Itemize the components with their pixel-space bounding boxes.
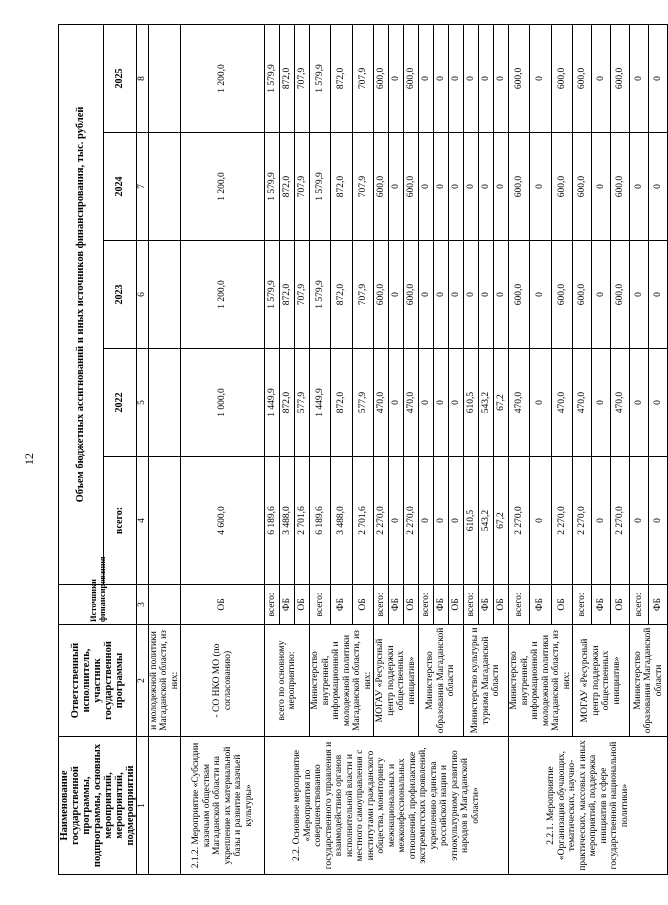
row-value: 470,0 [509, 349, 530, 457]
row-value: 0 [530, 241, 551, 349]
row-value: 600,0 [374, 133, 389, 241]
row-value: 6 189,6 [310, 457, 331, 585]
row-value: 0 [479, 24, 494, 132]
row-value: 2 270,0 [509, 457, 530, 585]
row-value: 0 [479, 241, 494, 349]
row-source: ФБ [530, 585, 551, 625]
row-value: 0 [649, 457, 668, 585]
row-value: 0 [530, 24, 551, 132]
row-value: 1 200,0 [181, 241, 265, 349]
row-value: 1 579,9 [265, 24, 280, 132]
row-value: 470,0 [374, 349, 389, 457]
row-value: 872,0 [331, 24, 352, 132]
row-value: 600,0 [374, 24, 389, 132]
row-value: 872,0 [280, 133, 295, 241]
row-value: 0 [649, 349, 668, 457]
row-value: 1 579,9 [310, 241, 331, 349]
row-value: 4 600,0 [181, 457, 265, 585]
row-value: 0 [649, 24, 668, 132]
row-value: 0 [389, 349, 404, 457]
row-value: 707,9 [352, 133, 373, 241]
row-value: 0 [630, 133, 649, 241]
row-value: 0 [449, 133, 464, 241]
row-executor: Министерство образования Магаданской области [630, 625, 668, 737]
header-year-2023: 2023 [103, 241, 136, 349]
row-source: всего: [419, 585, 434, 625]
row-value: 2 701,6 [295, 457, 310, 585]
row-value: 600,0 [611, 133, 630, 241]
row-value: 2 701,6 [352, 457, 373, 585]
table-row [148, 24, 181, 874]
row-value: 0 [419, 133, 434, 241]
header-executor: Ответственный исполнитель, участник государственной программы [59, 625, 137, 737]
row-value: 872,0 [280, 349, 295, 457]
row-source: ФБ [389, 585, 404, 625]
row-source: ОБ [352, 585, 373, 625]
row-value: 0 [649, 133, 668, 241]
row-source: ОБ [449, 585, 464, 625]
row-executor: - СО НКО МО (по согласованию) [181, 625, 265, 737]
row-value: 872,0 [280, 24, 295, 132]
row-value: 0 [630, 241, 649, 349]
row-value: 600,0 [573, 133, 592, 241]
row-value: 0 [419, 457, 434, 585]
row-value: 0 [479, 133, 494, 241]
row-source: всего: [509, 585, 530, 625]
row-value: 0 [449, 24, 464, 132]
table-row [265, 24, 280, 874]
row-value: 1 200,0 [181, 133, 265, 241]
row-value: 0 [464, 133, 479, 241]
row-value: 0 [389, 24, 404, 132]
row-value: 0 [592, 133, 611, 241]
row-value: 0 [434, 349, 449, 457]
row-value: 67,2 [494, 457, 509, 585]
col-number: 3 [137, 585, 149, 625]
row-value: 0 [449, 241, 464, 349]
row-source: ФБ [649, 585, 668, 625]
row-source: ОБ [494, 585, 509, 625]
row-value: 577,9 [352, 349, 373, 457]
row-value: 872,0 [331, 349, 352, 457]
row-executor: Министерство культуры и туризма Магаданской области [464, 625, 509, 737]
row-source: всего: [630, 585, 649, 625]
row-value: 0 [434, 24, 449, 132]
row-value: 0 [530, 133, 551, 241]
row-value: 0 [592, 349, 611, 457]
row-source: ФБ [331, 585, 352, 625]
row-name [148, 737, 181, 875]
col-number: 2 [137, 625, 149, 737]
row-value: 2 270,0 [404, 457, 419, 585]
row-value: 600,0 [551, 241, 572, 349]
row-value: 600,0 [509, 24, 530, 132]
row-value: 0 [464, 241, 479, 349]
col-number: 7 [137, 133, 149, 241]
row-executor: МОГАУ «Ресурсный центр поддержки общественных инициатив» [573, 625, 630, 737]
row-source: всего: [573, 585, 592, 625]
row-source: ОБ [295, 585, 310, 625]
row-value: 3 488,0 [280, 457, 295, 585]
row-value: 707,9 [295, 241, 310, 349]
row-value: 610,5 [464, 457, 479, 585]
row-value: 2 270,0 [611, 457, 630, 585]
row-source: ОБ [551, 585, 572, 625]
row-executor: и молодежной политики Магаданской области, из них: [148, 625, 181, 737]
col-number: 6 [137, 241, 149, 349]
row-value: 1 000,0 [181, 349, 265, 457]
row-name: 2.1.2. Мероприятие «Субсидии казачьим обществам Магаданской области на укрепление их материальной базы и развитие казачьей культуры» [181, 737, 265, 875]
row-value: 0 [434, 133, 449, 241]
row-value: 2 270,0 [551, 457, 572, 585]
row-value: 6 189,6 [265, 457, 280, 585]
row-value: 0 [449, 349, 464, 457]
row-value: 0 [592, 24, 611, 132]
row-source: всего: [265, 585, 280, 625]
row-value: 0 [434, 241, 449, 349]
row-source: ОБ [404, 585, 419, 625]
row-source: ОБ [611, 585, 630, 625]
row-value: 67,2 [494, 349, 509, 457]
row-value: 0 [630, 349, 649, 457]
row-value: 0 [630, 24, 649, 132]
row-value: 600,0 [509, 241, 530, 349]
row-name: 2.2. Основное мероприятие «Мероприятия по совершенствованию государственного управления и взаимодействию органов исполнительной власти и местного самоуправления с институтами гражданского общества, мониторингу межнациональных и межконфессиональных отношений, профилактике экстремистских проявлений, укреплению единства российской нации и этнокультурному развитию народов в Магаданской области» [265, 737, 509, 875]
row-value: 1 449,9 [310, 349, 331, 457]
table-row [509, 24, 530, 874]
row-value: 577,9 [295, 349, 310, 457]
col-number: 1 [137, 737, 149, 875]
page-number: 12 [22, 453, 36, 465]
row-value: 0 [389, 241, 404, 349]
row-value: 0 [419, 24, 434, 132]
row-value: 600,0 [611, 24, 630, 132]
row-value: 600,0 [573, 24, 592, 132]
row-value: 610,5 [464, 349, 479, 457]
row-value: 1 579,9 [310, 24, 331, 132]
row-source: ФБ [479, 585, 494, 625]
row-value: 0 [530, 349, 551, 457]
row-value: 0 [630, 457, 649, 585]
row-value: 707,9 [352, 24, 373, 132]
row-value: 0 [419, 349, 434, 457]
row-executor: всего по основному мероприятию: [265, 625, 310, 737]
row-source: ФБ [592, 585, 611, 625]
header-year-2024: 2024 [103, 133, 136, 241]
header-volume: Объем бюджетных ассигнований и иных источников финансирования, тыс. рублей [59, 24, 104, 584]
row-value: 0 [389, 133, 404, 241]
row-value: 600,0 [509, 133, 530, 241]
header-name: Наименование государственной программы, подпрограммы, основных мероприятий, мероприятий, подмероприятий [59, 737, 137, 875]
row-value: 2 270,0 [374, 457, 389, 585]
row-value: 543,2 [479, 457, 494, 585]
header-source: Источники финансирования [59, 585, 137, 625]
row-value: 707,9 [295, 133, 310, 241]
row-value: 1 579,9 [265, 241, 280, 349]
row-value: 600,0 [404, 24, 419, 132]
row-executor: МОГАУ «Ресурсный центр поддержки общественных инициатив» [374, 625, 419, 737]
row-value: 600,0 [573, 241, 592, 349]
col-number: 8 [137, 24, 149, 132]
row-value: 872,0 [280, 241, 295, 349]
row-value: 0 [434, 457, 449, 585]
row-value: 1 579,9 [265, 133, 280, 241]
row-value: 470,0 [404, 349, 419, 457]
row-value: 470,0 [551, 349, 572, 457]
row-value: 0 [494, 241, 509, 349]
row-value: 1 449,9 [265, 349, 280, 457]
row-value: 3 488,0 [331, 457, 352, 585]
row-executor: Министерство внутренней, информационной и молодежной политики Магаданской области, из них: [509, 625, 573, 737]
row-source: ОБ [181, 585, 265, 625]
financing-table [58, 24, 668, 875]
row-value: 0 [530, 457, 551, 585]
row-value: 2 270,0 [573, 457, 592, 585]
row-value: 0 [494, 24, 509, 132]
row-value: 0 [494, 133, 509, 241]
row-value: 470,0 [573, 349, 592, 457]
table-row [181, 24, 265, 874]
row-source: всего: [310, 585, 331, 625]
header-year-2025: 2025 [103, 24, 136, 132]
row-value: 0 [464, 24, 479, 132]
row-value: 0 [449, 457, 464, 585]
row-value: 0 [389, 457, 404, 585]
header-year-2022: 2022 [103, 349, 136, 457]
row-value: 600,0 [374, 241, 389, 349]
row-value: 1 579,9 [310, 133, 331, 241]
col-number: 5 [137, 349, 149, 457]
row-value: 0 [419, 241, 434, 349]
row-executor: Министерство образования Магаданской области [419, 625, 464, 737]
row-value: 0 [592, 457, 611, 585]
row-executor: Министерство внутренней, информационной и молодежной политики Магаданской области, из них: [310, 625, 374, 737]
row-value: 0 [592, 241, 611, 349]
row-source: ФБ [434, 585, 449, 625]
row-value: 872,0 [331, 241, 352, 349]
row-value: 600,0 [404, 133, 419, 241]
row-source: всего: [464, 585, 479, 625]
table-body [148, 24, 668, 874]
row-value: 600,0 [611, 241, 630, 349]
row-value: 707,9 [352, 241, 373, 349]
row-value: 543,2 [479, 349, 494, 457]
row-value: 470,0 [611, 349, 630, 457]
row-value: 0 [649, 241, 668, 349]
row-source: ФБ [280, 585, 295, 625]
header-total: всего: [103, 457, 136, 585]
row-value: 600,0 [404, 241, 419, 349]
row-value: 600,0 [551, 133, 572, 241]
row-value: 600,0 [551, 24, 572, 132]
row-source: всего: [374, 585, 389, 625]
row-value: 707,9 [295, 24, 310, 132]
row-value: 1 200,0 [181, 24, 265, 132]
row-value: 872,0 [331, 133, 352, 241]
col-number: 4 [137, 457, 149, 585]
row-name: 2.2.1. Мероприятие «Организация обучающих, тематических, научно-практических, массовых и иных мероприятий, поддержка инициатив в сфере государственной национальной политики» [509, 737, 668, 875]
